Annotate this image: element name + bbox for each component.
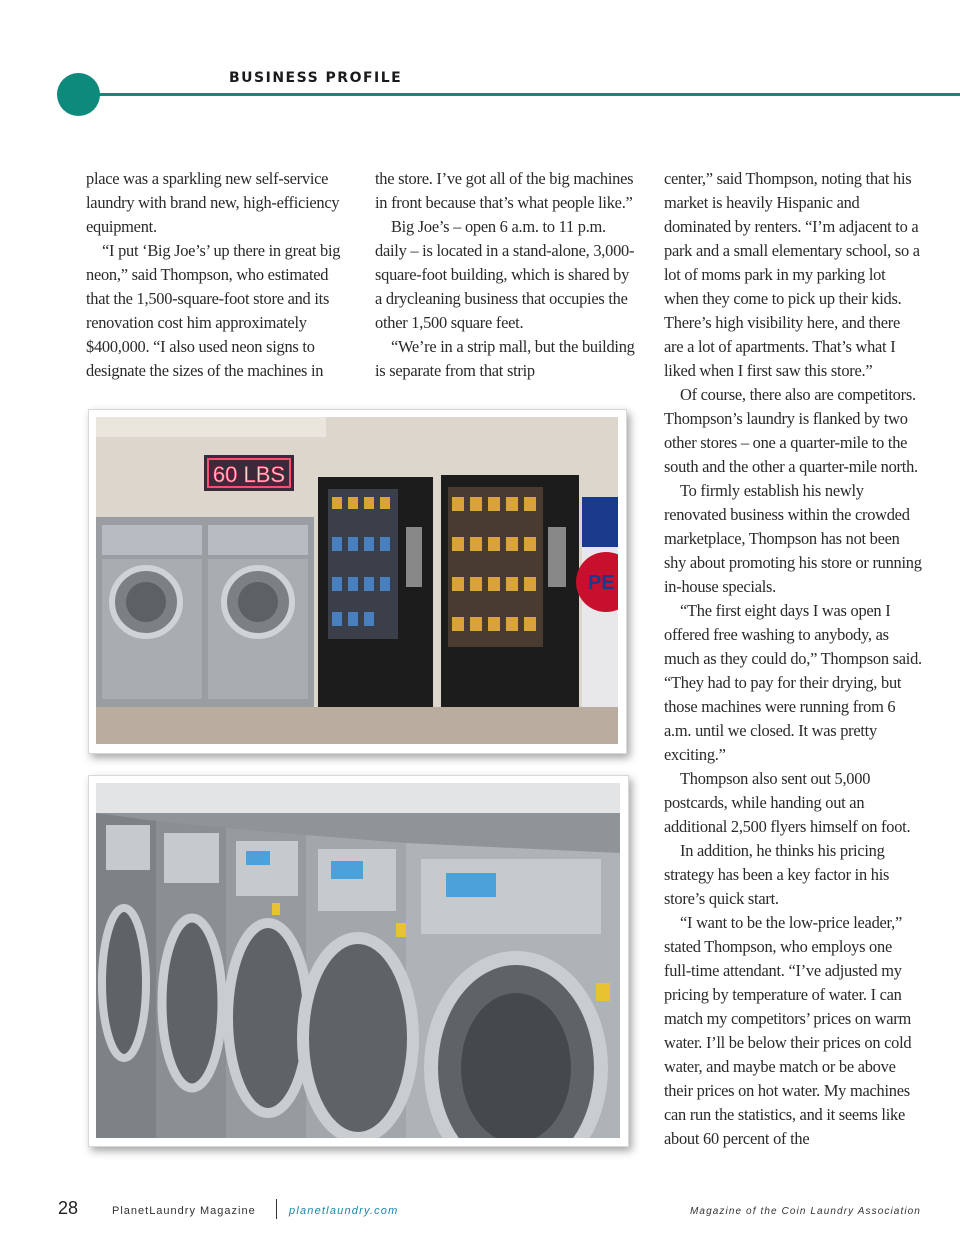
paragraph: center,” said Thompson, noting that his market is heavily Hispanic and dominated by renters. “I’m adjacent to a park and a small elementary school, so a lot of moms park in my parking lot when they come to pick up their kids. There’s high visibility here, and there are a lot of apartments. That’s what I liked when I first saw this store.” bbox=[664, 169, 920, 380]
paragraph: “I put ‘Big Joe’s’ up there in great big neon,” said Thompson, who estimated that the 1,500-square-foot store and its renovation cost him approximately $400,000. “I also used neon signs to designate the sizes of the machines in bbox=[86, 241, 341, 380]
neon-sign-text: 60 LBS bbox=[212, 462, 286, 487]
header-rule bbox=[92, 93, 960, 96]
photo-washers-and-vending bbox=[88, 409, 627, 754]
text-column-2 bbox=[375, 167, 637, 383]
photo-washer-row-image bbox=[96, 783, 620, 1138]
text-column-3 bbox=[664, 167, 922, 1151]
paragraph: “We’re in a strip mall, but the building is separate from that strip bbox=[375, 337, 635, 380]
paragraph: “I want to be the low-price leader,” stated Thompson, who employs one full-time attendant. “I’ve adjusted my pricing by temperature of water. I can match my competitors’ prices on warm water. I’ll be below their prices on cold water, and maybe match or be above their prices on hot water. My machines can run the statistics, and it seems like about 60 percent of the bbox=[664, 913, 912, 1148]
paragraph: To firmly establish his newly renovated business within the crowded marketplace, Thompson has not been shy about promoting his store or running in-house specials. bbox=[664, 481, 922, 596]
paragraph: Big Joe’s – open 6 a.m. to 11 p.m. daily – is located in a stand-alone, 3,000-square-foot building, which is shared by a drycleaning business that occupies the other 1,500 square feet. bbox=[375, 217, 635, 332]
vending-sign-text: PE bbox=[588, 572, 615, 594]
paragraph: “The first eight days I was open I offered free washing to anybody, as much as they could do,” Thompson said. “They had to pay for their drying, but those machines were running from 6 a.m. until we closed. It was pretty exciting.” bbox=[664, 601, 922, 764]
footer-separator bbox=[276, 1199, 277, 1219]
text-column-1 bbox=[86, 167, 348, 383]
page-number: 28 bbox=[58, 1198, 79, 1218]
section-title: BUSINESS PROFILE bbox=[229, 70, 403, 86]
footer-association: Magazine of the Coin Laundry Association bbox=[690, 1206, 921, 1217]
paragraph: Thompson also sent out 5,000 postcards, while handing out an additional 2,500 flyers himself on foot. bbox=[664, 769, 911, 836]
paragraph: the store. I’ve got all of the big machines in front because that’s what people like.” bbox=[375, 169, 634, 212]
paragraph: Of course, there also are competitors. Thompson’s laundry is flanked by two other stores – one a quarter-mile to the south and the other a quarter-mile north. bbox=[664, 385, 918, 476]
footer-magazine-name: PlanetLaundry Magazine bbox=[112, 1205, 256, 1217]
photo-washer-row bbox=[88, 775, 629, 1147]
photo-washers-and-vending-image bbox=[96, 417, 618, 744]
paragraph: place was a sparkling new self-service laundry with brand new, high-efficiency equipment. bbox=[86, 169, 340, 236]
footer-url-link[interactable]: planetlaundry.com bbox=[289, 1205, 399, 1217]
paragraph: In addition, he thinks his pricing strategy has been a key factor in his store’s quick start. bbox=[664, 841, 890, 908]
